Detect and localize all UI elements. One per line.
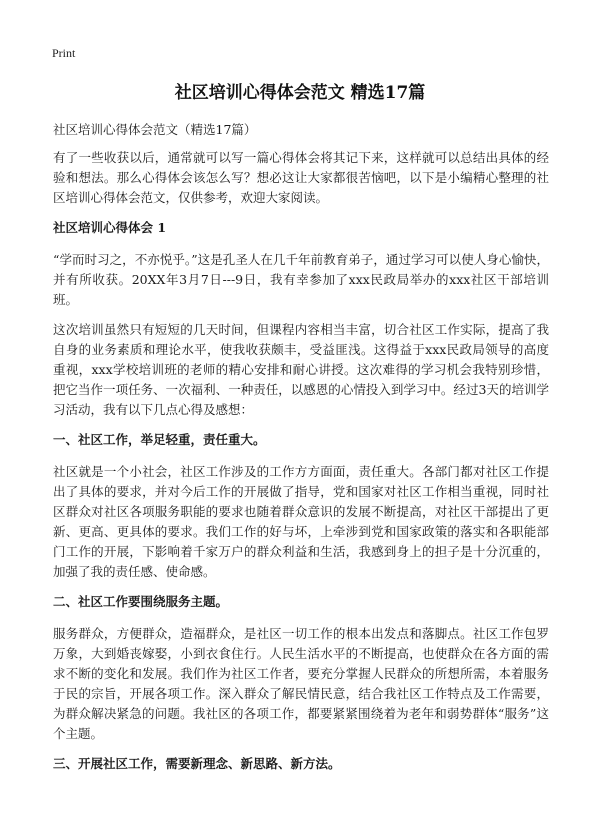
- subheading-3: 三、开展社区工作，需要新理念、新思路、新方法。: [53, 756, 341, 771]
- article-body: [53, 120, 549, 786]
- paragraph-1: “学而时习之，不亦悦乎。”这是孔圣人在几千年前教育弟子，通过学习可以使人身心愉快，并有所收获。20XX年3月7日---9日，我有幸参加了xxx民政局举办的xxx社区干部培训班。: [53, 252, 549, 307]
- section-heading: 社区培训心得体会 1: [53, 220, 167, 235]
- print-link[interactable]: Print: [52, 46, 76, 60]
- subheading-1: 一、社区工作，举足轻重，责任重大。: [53, 432, 266, 447]
- paragraph-2: 这次培训虽然只有短短的几天时间，但课程内容相当丰富，切合社区工作实际，提高了我自身的业务素质和理论水平，使我收获颇丰，受益匪浅。这得益于xxx民政局领导的高度重视，xxx学校培训班的老师的精心安排和耐心讲授。这次难得的学习机会我特别珍惜，把它当作一项任务、一次福利、一种责任，以感恩的心情投入到学习中。经过3天的培训学习活动，我有以下几点心得及感想：: [53, 322, 549, 417]
- subheading-2: 二、社区工作要围绕服务主题。: [53, 594, 229, 609]
- article-subtitle: 社区培训心得体会范文（精选17篇）: [53, 122, 257, 137]
- intro-paragraph: 有了一些收获以后，通常就可以写一篇心得体会将其记下来，这样就可以总结出具体的经验和想法。那么心得体会该怎么写？想必这让大家都很苦恼吧，以下是小编精心整理的社区培训心得体会范文，仅供参考，欢迎大家阅读。: [53, 150, 549, 205]
- page-title: 社区培训心得体会范文 精选17篇: [174, 83, 426, 103]
- paragraph-4: 服务群众，方便群众，造福群众，是社区一切工作的根本出发点和落脚点。社区工作包罗万象，大到婚丧嫁娶，小到衣食住行。人民生活水平的不断提高，也使群众在各方面的需求不断的变化和发展。我们作为社区工作者，要充分掌握人民群众的所想所需，本着服务于民的宗旨，开展各项工作。深入群众了解民情民意，结合我社区工作特点及工作需要，为群众解决紧急的问题。我社区的各项工作，都要紧紧围绕着为老年和弱势群体“服务”这个主题。: [53, 626, 549, 741]
- paragraph-3: 社区就是一个小社会，社区工作涉及的工作方方面面，责任重大。各部门都对社区工作提出了具体的要求，并对今后工作的开展做了指导，党和国家对社区工作相当重视，同时社区群众对社区各项服务职能的要求也随着群众意识的发展不断提高，对社区干部提出了更新、更高、更具体的要求。我们工作的好与坏，上牵涉到党和国家政策的落实和各职能部门工作的开展，下影响着千家万户的群众利益和生活，我感到身上的担子是十分沉重的，加强了我的责任感、使命感。: [53, 464, 549, 579]
